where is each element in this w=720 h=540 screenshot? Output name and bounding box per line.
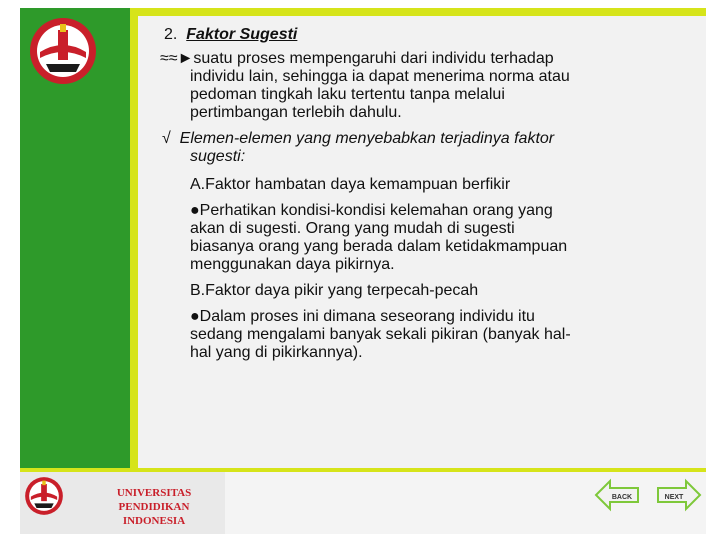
heading-number: 2.	[164, 26, 178, 43]
next-button[interactable]	[656, 478, 702, 512]
yellow-stripe	[130, 8, 138, 468]
next-arrow-icon	[656, 478, 702, 512]
back-label: BACK	[611, 494, 633, 501]
back-button[interactable]	[594, 478, 640, 512]
factor-a-line-4: menggunakan daya pikirnya.	[190, 256, 395, 273]
university-name-line-1: UNIVERSITAS PENDIDIKAN	[116, 487, 192, 513]
definition-line-4: pertimbangan terlebih dahulu.	[190, 104, 402, 121]
factor-b-line-3: hal yang di pikirkannya).	[190, 344, 363, 361]
definition-line-3: pedoman tingkah laku tertentu tanpa melalui	[190, 86, 505, 103]
footer-logo-icon	[24, 476, 64, 516]
factor-a-line-2: akan di sugesti. Orang yang mudah di sugesti	[190, 220, 515, 237]
factor-b-title: B.Faktor daya pikir yang terpecah-pecah	[190, 282, 479, 299]
back-arrow-icon	[594, 478, 640, 512]
elements-heading-cont: sugesti:	[190, 148, 246, 165]
university-logo-icon	[28, 16, 98, 86]
university-name	[84, 486, 224, 528]
top-band	[138, 8, 706, 16]
definition-line-1	[160, 50, 554, 68]
check-icon: √	[162, 130, 171, 147]
university-name-line-2: INDONESIA	[122, 515, 186, 527]
factor-a-line-1: ●Perhatikan kondisi-kondisi kelemahan orang yang	[190, 202, 553, 219]
arrow-bullet-icon: ≈≈►	[160, 50, 194, 67]
text-line: suatu proses mempengaruhi dari individu terhadap	[193, 50, 554, 67]
definition-line-2: individu lain, sehingga ia dapat menerima norma atau	[190, 68, 570, 85]
factor-b-line-1: ●Dalam proses ini dimana seseorang individu itu	[190, 308, 535, 325]
elements-heading	[162, 130, 554, 148]
text-line: Elemen-elemen yang menyebabkan terjadinya faktor	[179, 130, 555, 147]
next-label: NEXT	[664, 494, 684, 501]
factor-a-title: A.Faktor hambatan daya kemampuan berfikir	[190, 176, 511, 193]
heading-title: Faktor Sugesti	[186, 26, 298, 43]
heading-line	[164, 26, 297, 44]
factor-a-line-3: biasanya orang yang berada dalam ketidakmampuan	[190, 238, 568, 255]
factor-b-line-2: sedang mengalami banyak sekali pikiran (banyak hal-	[190, 326, 571, 343]
